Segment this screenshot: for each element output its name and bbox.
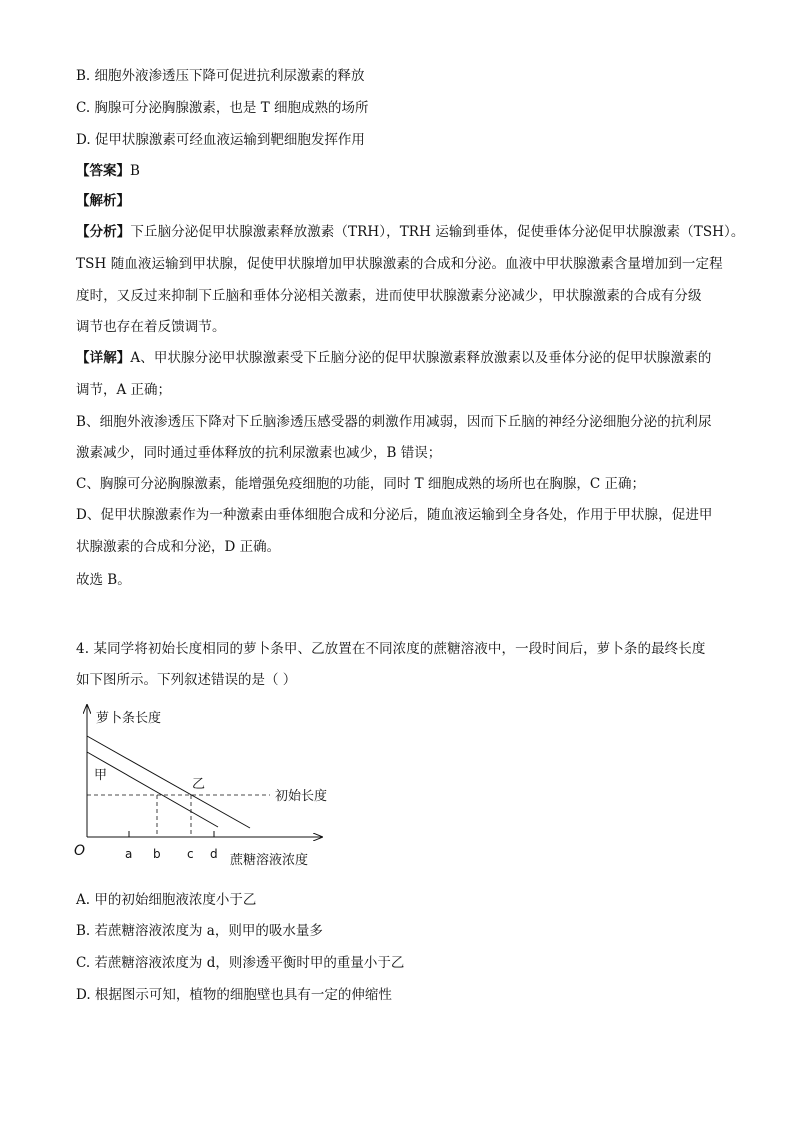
xiangjie-line-7: 状腺激素的合成和分泌，D 正确。: [76, 539, 281, 555]
initial-length-label: 初始长度: [275, 789, 328, 804]
prev-option-d: D. 促甲状腺激素可经血液运输到靶细胞发挥作用: [76, 132, 365, 148]
q4-stem-line-1: 4. 某同学将初始长度相同的萝卜条甲、乙放置在不同浓度的蔗糖溶液中，一段时间后，萝卜条的最终长度: [76, 641, 706, 657]
xiangjie-line-2: 调节，A 正确；: [76, 382, 172, 398]
q4-stem-line-2: 如下图所示。下列叙述错误的是（ ）: [76, 672, 297, 688]
fenxi-line-4: 调节也存在着反馈调节。: [76, 319, 226, 335]
prev-option-c: C. 胸腺可分泌胸腺激素，也是 T 细胞成熟的场所: [76, 100, 369, 116]
fenxi-line-3: 度时，又反过来抑制下丘脑和垂体分泌相关激素，进而使甲状腺激素分泌减少，甲状腺激素的合成有分级: [76, 288, 702, 304]
analysis-tag: 【解析】: [76, 193, 130, 209]
origin-label: O: [74, 843, 86, 859]
line-yi: [87, 736, 250, 828]
fenxi-line-1: [76, 222, 745, 242]
prev-option-b: B. 细胞外液渗透压下降可促进抗利尿激素的释放: [76, 68, 365, 84]
xiangjie-tag: 【详解】: [76, 350, 131, 366]
answer-value: B: [130, 163, 140, 179]
tick-label-b: b: [153, 847, 161, 861]
tick-label-a: a: [125, 847, 133, 861]
xiangjie-line-4: 激素减少，同时通过垂体释放的抗利尿激素也减少，B 错误；: [76, 445, 442, 461]
fenxi-text-1: 下丘脑分泌促甲状腺激素释放激素（TRH），TRH 运输到垂体，促使垂体分泌促甲状腺激素（TSH）。: [130, 224, 745, 240]
xiangjie-line-1: [76, 348, 711, 368]
xiangjie-line-5: C、胸腺可分泌胸腺激素，能增强免疫细胞的功能，同时 T 细胞成熟的场所也在胸腺，C 正确；: [76, 476, 646, 492]
x-axis-label: 蔗糖溶液浓度: [230, 853, 309, 868]
q4-option-b: B. 若蔗糖溶液浓度为 a，则甲的吸水量多: [76, 923, 323, 939]
y-axis-label: 萝卜条长度: [96, 711, 162, 726]
answer-tag: 【答案】: [76, 163, 130, 179]
q4-option-d: D. 根据图示可知，植物的细胞壁也具有一定的伸缩性: [76, 987, 392, 1003]
xiangjie-text-1: A、甲状腺分泌甲状腺激素受下丘脑分泌的促甲状腺激素释放激素以及垂体分泌的促甲状腺激素的: [130, 350, 712, 366]
q4-option-a: A. 甲的初始细胞液浓度小于乙: [76, 892, 257, 908]
xiangjie-line-3: B、细胞外液渗透压下降对下丘脑渗透压感受器的刺激作用减弱，因而下丘脑的神经分泌细胞分泌的抗利尿: [76, 414, 712, 430]
q4-option-c: C. 若蔗糖溶液浓度为 d，则渗透平衡时甲的重量小于乙: [76, 955, 405, 971]
answer-line: [76, 161, 140, 181]
fenxi-tag: 【分析】: [76, 224, 131, 240]
tick-label-d: d: [210, 847, 218, 861]
line-jia-label: 甲: [94, 768, 108, 783]
line-yi-label: 乙: [192, 777, 206, 792]
fenxi-line-2: TSH 随血液运输到甲状腺，促使甲状腺增加甲状腺激素的合成和分泌。血液中甲状腺激素含量增加到一定程: [76, 256, 723, 272]
conclusion: 故选 B。: [76, 572, 131, 588]
q4-figure: [70, 700, 340, 875]
tick-label-c: c: [187, 847, 194, 861]
xiangjie-line-6: D、促甲状腺激素作为一种激素由垂体细胞合成和分泌后，随血液运输到全身各处，作用于甲状腺，促进甲: [76, 507, 713, 523]
